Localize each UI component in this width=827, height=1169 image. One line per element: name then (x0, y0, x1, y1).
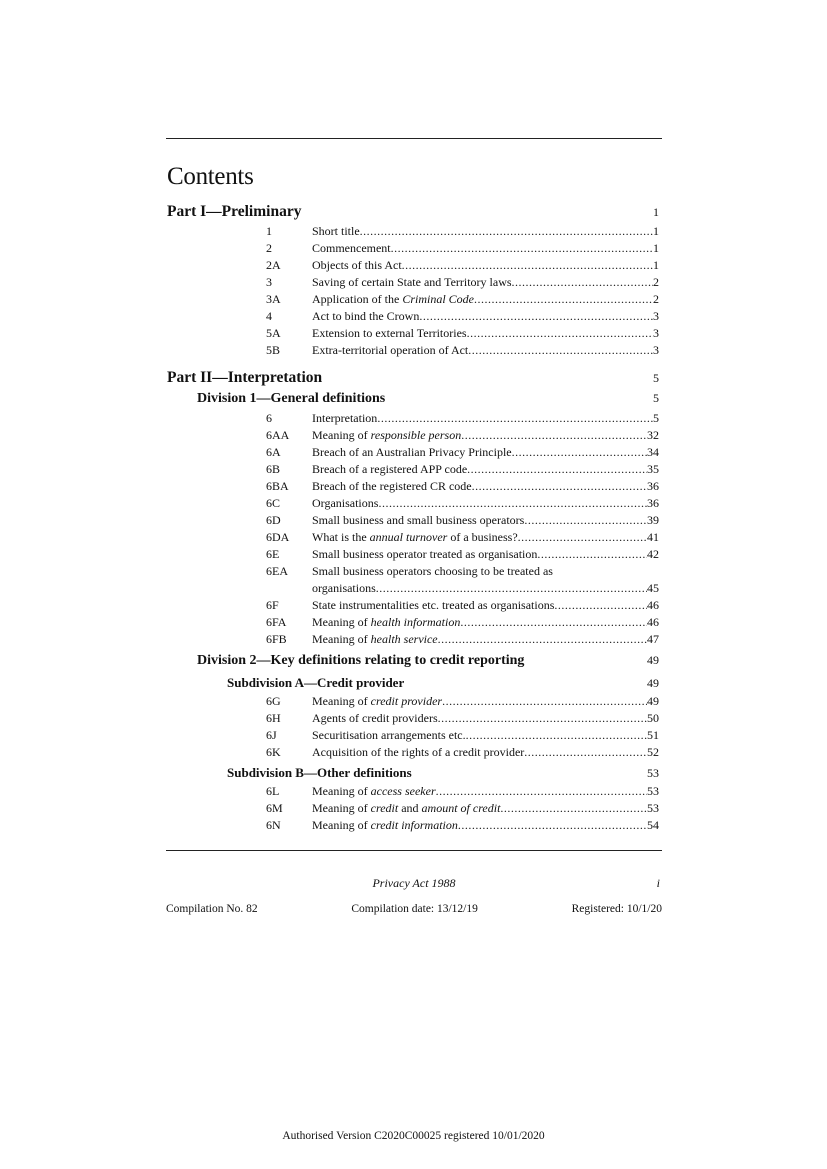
toc-entry-6h[interactable] (167, 710, 659, 727)
section-number: 4 (266, 309, 272, 323)
section-page: 54 (647, 818, 659, 832)
dot-leader (402, 257, 653, 274)
dot-leader (436, 783, 647, 800)
section-number: 2A (266, 258, 281, 272)
section-title: Meaning of responsible person (312, 428, 462, 442)
section-number: 6DA (266, 530, 290, 544)
section-number: 3A (266, 292, 281, 306)
toc-entry-6e[interactable] (167, 546, 659, 563)
dot-leader (512, 444, 647, 461)
section-title: Meaning of health information (312, 615, 461, 629)
section-page: 46 (647, 598, 659, 612)
section-number: 6J (266, 728, 277, 742)
section-title: Saving of certain State and Territory laws (312, 275, 512, 289)
toc-entry-6j[interactable] (167, 727, 659, 744)
section-title: Securitisation arrangements etc. (312, 728, 466, 742)
section-page: 36 (647, 496, 659, 510)
dot-leader (467, 325, 653, 342)
dot-leader (466, 727, 647, 744)
toc-heading-page: 49 (647, 676, 659, 690)
section-page: 2 (653, 292, 659, 306)
section-page: 35 (647, 462, 659, 476)
section-number: 6N (266, 818, 281, 832)
toc-entry-1[interactable] (167, 223, 659, 240)
section-page: 1 (653, 258, 659, 272)
dot-leader (512, 274, 653, 291)
section-page: 36 (647, 479, 659, 493)
toc-heading-label: Division 1—General definitions (197, 391, 386, 406)
section-number: 3 (266, 275, 272, 289)
section-title: Interpretation (312, 411, 378, 425)
dot-leader (419, 308, 653, 325)
section-page: 34 (647, 445, 659, 459)
toc-entry-6d[interactable] (167, 512, 659, 529)
section-number: 6C (266, 496, 281, 510)
toc-entry-6b[interactable] (167, 461, 659, 478)
act-title: Privacy Act 1988 (372, 876, 456, 890)
toc-entry-6f[interactable] (167, 597, 659, 614)
dot-leader (438, 710, 647, 727)
toc-heading-label: Subdivision A—Credit provider (227, 675, 405, 690)
toc-entry-2a[interactable] (167, 257, 659, 274)
toc-entry-6ea[interactable] (167, 563, 659, 597)
section-page: 49 (647, 694, 659, 708)
section-title: Acquisition of the rights of a credit provider (312, 745, 525, 759)
toc-division-1[interactable] (167, 391, 659, 410)
section-number: 6FA (266, 615, 287, 629)
toc-entry-6m[interactable] (167, 800, 659, 817)
section-number: 5A (266, 326, 281, 340)
dot-leader (468, 342, 653, 359)
section-title: Meaning of credit provider (312, 694, 443, 708)
section-page: 51 (647, 728, 659, 742)
section-number: 6BA (266, 479, 289, 493)
section-title-line1: Small business operators choosing to be treated as (312, 564, 553, 578)
section-title: Breach of the registered CR code (312, 479, 472, 493)
section-title: What is the annual turnover of a business? (312, 530, 518, 544)
section-title: Application of the Criminal Code (312, 292, 474, 306)
toc-heading-label: Part II—Interpretation (167, 369, 323, 386)
toc-heading-page: 53 (647, 766, 659, 780)
toc-heading-page: 1 (653, 205, 659, 219)
section-title: Meaning of health service (312, 632, 438, 646)
section-page: 1 (653, 241, 659, 255)
header-rule (166, 138, 662, 139)
section-number: 6EA (266, 564, 288, 578)
dot-leader (461, 427, 647, 444)
dot-leader (524, 512, 647, 529)
toc-entry-6g[interactable] (167, 693, 659, 710)
registered-date: Registered: 10/1/20 (571, 903, 662, 915)
section-title: Extension to external Territories (312, 326, 467, 340)
section-number: 6B (266, 462, 281, 476)
section-title-line2: organisations (312, 581, 376, 595)
dot-leader (460, 614, 647, 631)
section-title: State instrumentalities etc. treated as organisations (312, 598, 555, 612)
section-number: 6K (266, 745, 281, 759)
section-title: Meaning of access seeker (312, 784, 436, 798)
section-page: 53 (647, 801, 659, 815)
dot-leader (518, 529, 647, 546)
footer-rule (166, 850, 662, 851)
dot-leader (391, 240, 653, 257)
toc-entry-5a[interactable] (167, 325, 659, 342)
toc-heading-page: 5 (653, 391, 659, 405)
section-number: 6AA (266, 428, 290, 442)
page-number: i (656, 876, 660, 890)
toc-subdivision-a[interactable] (167, 675, 659, 693)
toc-entry-2[interactable] (167, 240, 659, 257)
section-number: 6 (266, 411, 272, 425)
section-number: 6D (266, 513, 281, 527)
dot-leader (474, 291, 653, 308)
section-title: Short title (312, 224, 360, 238)
dot-leader (378, 495, 647, 512)
section-title: Meaning of credit information (312, 818, 458, 832)
section-page: 39 (647, 513, 659, 527)
section-page: 52 (647, 745, 659, 759)
toc-entry-6aa[interactable] (167, 427, 659, 444)
dot-leader (472, 478, 647, 495)
section-title: Organisations (312, 496, 379, 510)
section-page: 3 (653, 326, 659, 340)
section-page: 3 (653, 343, 659, 357)
toc-entry-6l[interactable] (167, 783, 659, 800)
section-number: 6H (266, 711, 281, 725)
section-page: 32 (647, 428, 659, 442)
toc-part-1[interactable] (167, 203, 659, 223)
toc-entry-4[interactable] (167, 308, 659, 325)
toc-subdivision-b[interactable] (167, 765, 659, 783)
section-title: Act to bind the Crown (312, 309, 420, 323)
toc-entry-6da[interactable] (167, 529, 659, 546)
section-page: 5 (653, 411, 659, 425)
section-page: 41 (647, 530, 659, 544)
section-page: 53 (647, 784, 659, 798)
dot-leader (537, 546, 647, 563)
toc-entry-6c[interactable] (167, 495, 659, 512)
toc-entry-3a[interactable] (167, 291, 659, 308)
toc-entry-6fa[interactable] (167, 614, 659, 631)
dot-leader (360, 223, 653, 240)
dot-leader (524, 744, 647, 761)
toc-heading-page: 5 (653, 371, 659, 385)
section-number: 6E (266, 547, 280, 561)
section-number: 2 (266, 241, 272, 255)
section-number: 6F (266, 598, 279, 612)
section-page: 3 (653, 309, 659, 323)
toc-entry-6n[interactable] (167, 817, 659, 834)
section-title: Commencement (312, 241, 391, 255)
section-page: 1 (653, 224, 659, 238)
toc-heading-label: Part I—Preliminary (167, 203, 302, 220)
dot-leader (458, 817, 647, 834)
dot-leader (554, 597, 647, 614)
section-title: Extra-territorial operation of Act (312, 343, 469, 357)
toc-entry-6ba[interactable] (167, 478, 659, 495)
compilation-date: Compilation date: 13/12/19 (351, 903, 478, 915)
section-title: Small business and small business operators (312, 513, 525, 527)
section-title: Meaning of credit and amount of credit (312, 801, 501, 815)
authorised-version-note: Authorised Version C2020C00025 registered 10/01/2020 (282, 1130, 545, 1142)
section-number: 6FB (266, 632, 287, 646)
toc-heading-label: Subdivision B—Other definitions (227, 765, 412, 780)
dot-leader (376, 580, 647, 597)
dot-leader (438, 631, 647, 648)
section-title: Breach of an Australian Privacy Principle (312, 445, 512, 459)
page-title: Contents (167, 163, 254, 190)
section-number: 6M (266, 801, 283, 815)
section-number: 6G (266, 694, 281, 708)
toc-entry-5b[interactable] (167, 342, 659, 359)
section-title: Agents of credit providers (312, 711, 438, 725)
toc-entry-6k[interactable] (167, 744, 659, 761)
dot-leader (500, 800, 647, 817)
toc-entry-6[interactable] (167, 410, 659, 427)
toc-heading-label: Division 2—Key definitions relating to credit reporting (197, 653, 525, 668)
section-page: 46 (647, 615, 659, 629)
compilation-number: Compilation No. 82 (166, 903, 258, 915)
section-page: 50 (647, 711, 659, 725)
section-number: 5B (266, 343, 281, 357)
section-number: 6A (266, 445, 281, 459)
toc-entry-6fb[interactable] (167, 631, 659, 648)
section-page: 42 (647, 547, 659, 561)
dot-leader (467, 461, 647, 478)
section-title: Small business operator treated as organisation (312, 547, 538, 561)
toc-entry-6a[interactable] (167, 444, 659, 461)
table-of-contents (167, 203, 659, 834)
dot-leader (377, 410, 653, 427)
toc-entry-3[interactable] (167, 274, 659, 291)
section-page: 47 (647, 632, 659, 646)
toc-division-2[interactable] (167, 653, 659, 672)
section-title: Breach of a registered APP code (312, 462, 468, 476)
section-page: 2 (653, 275, 659, 289)
footer-meta-row (166, 903, 662, 915)
dot-leader (442, 693, 647, 710)
toc-part-2[interactable] (167, 369, 659, 389)
section-page: 45 (647, 581, 659, 595)
section-number: 6L (266, 784, 280, 798)
section-number: 1 (266, 224, 272, 238)
toc-heading-page: 49 (647, 653, 659, 667)
section-title: Objects of this Act (312, 258, 402, 272)
